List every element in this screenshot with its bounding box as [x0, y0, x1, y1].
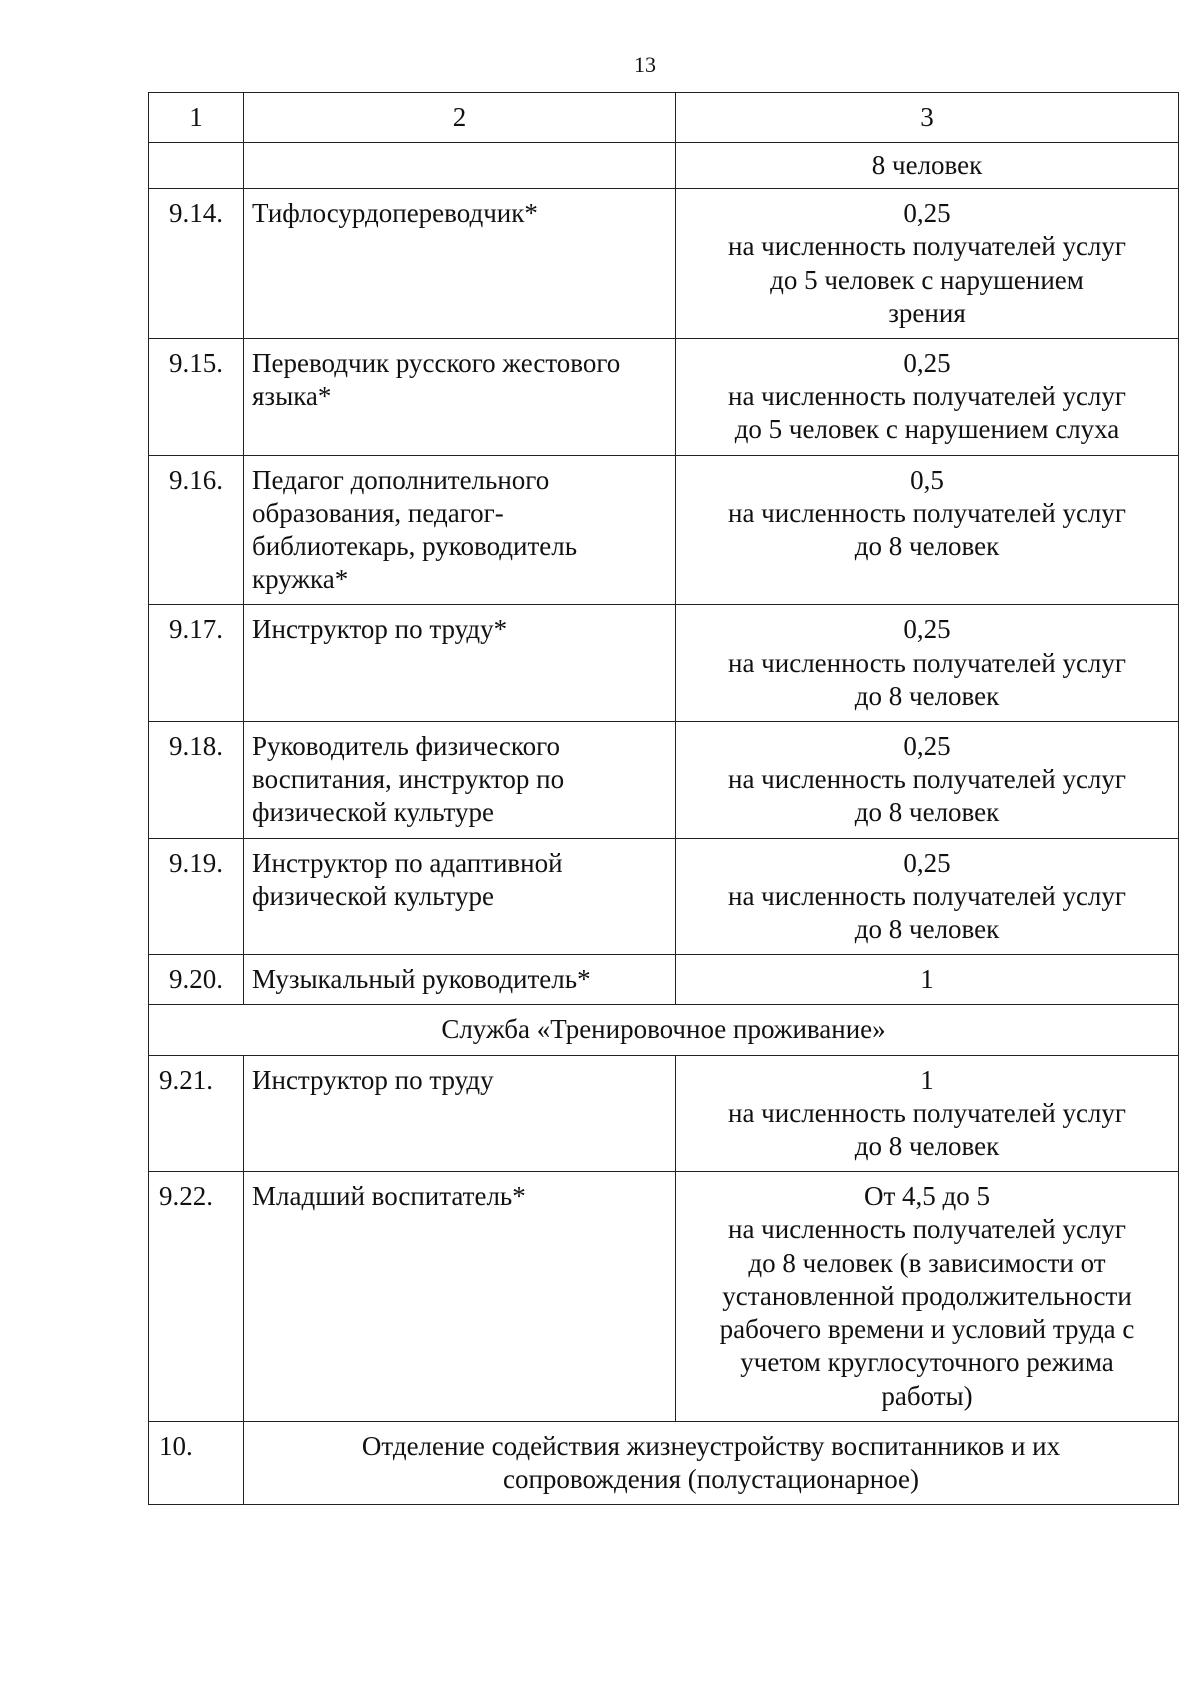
- table-row: [149, 189, 1179, 339]
- table-row: [149, 455, 1179, 605]
- row-number: 9.19.: [149, 838, 244, 955]
- department-title: Отделение содействия жизнеустройству воспитанников и их сопровождения (полустационарное): [244, 1421, 1179, 1504]
- row-position: Инструктор по адаптивной физической культуре: [244, 838, 676, 955]
- row-number: 9.14.: [149, 189, 244, 339]
- row-position: [244, 143, 676, 189]
- row-norm: 8 человек: [676, 143, 1179, 189]
- row-norm: 0,25 на численность получателей услуг до 5 человек с нарушением слуха: [676, 339, 1179, 456]
- page-number: 13: [634, 52, 656, 77]
- row-position: Инструктор по труду: [244, 1055, 676, 1172]
- row-position: Тифлосурдопереводчик*: [244, 189, 676, 339]
- table-row: [149, 339, 1179, 456]
- staffing-table: [148, 92, 1179, 1505]
- row-position: Музыкальный руководитель*: [244, 955, 676, 1005]
- table-row: [149, 722, 1179, 839]
- row-number: 9.17.: [149, 605, 244, 722]
- table-row: [149, 838, 1179, 955]
- row-position: Переводчик русского жестового языка*: [244, 339, 676, 456]
- header-col-1: 1: [149, 93, 244, 143]
- row-position: Инструктор по труду*: [244, 605, 676, 722]
- row-norm: 0,25 на численность получателей услуг до 8 человек: [676, 605, 1179, 722]
- row-number: 9.20.: [149, 955, 244, 1005]
- row-number: [149, 143, 244, 189]
- row-number: 9.18.: [149, 722, 244, 839]
- row-number: 9.15.: [149, 339, 244, 456]
- row-number: 9.21.: [149, 1055, 244, 1172]
- row-position: Педагог дополнительного образования, педагог- библиотекарь, руководитель кружка*: [244, 455, 676, 605]
- row-norm: 1 на численность получателей услуг до 8 человек: [676, 1055, 1179, 1172]
- row-position: Младший воспитатель*: [244, 1172, 676, 1421]
- table-header-row: [149, 93, 1179, 143]
- section-row: [149, 1005, 1179, 1055]
- table-row: [149, 1172, 1179, 1421]
- row-number: 9.22.: [149, 1172, 244, 1421]
- row-norm: 0,25 на численность получателей услуг до 5 человек с нарушением зрения: [676, 189, 1179, 339]
- row-norm: 0,5 на численность получателей услуг до 8 человек: [676, 455, 1179, 605]
- header-col-3: 3: [676, 93, 1179, 143]
- section-title: Служба «Тренировочное проживание»: [149, 1005, 1179, 1055]
- header-col-2: 2: [244, 93, 676, 143]
- table-row: [149, 605, 1179, 722]
- row-norm: 1: [676, 955, 1179, 1005]
- department-row: [149, 1421, 1179, 1504]
- table-row: [149, 955, 1179, 1005]
- row-number: 9.16.: [149, 455, 244, 605]
- row-norm: 0,25 на численность получателей услуг до 8 человек: [676, 722, 1179, 839]
- row-norm: От 4,5 до 5 на численность получателей услуг до 8 человек (в зависимости от установленной продолжительности рабочего времени и условий труда с учетом круглосуточного режима работы): [676, 1172, 1179, 1421]
- continuation-row: [149, 143, 1179, 189]
- department-number: 10.: [149, 1421, 244, 1504]
- row-position: Руководитель физического воспитания, инструктор по физической культуре: [244, 722, 676, 839]
- row-norm: 0,25 на численность получателей услуг до 8 человек: [676, 838, 1179, 955]
- table-row: [149, 1055, 1179, 1172]
